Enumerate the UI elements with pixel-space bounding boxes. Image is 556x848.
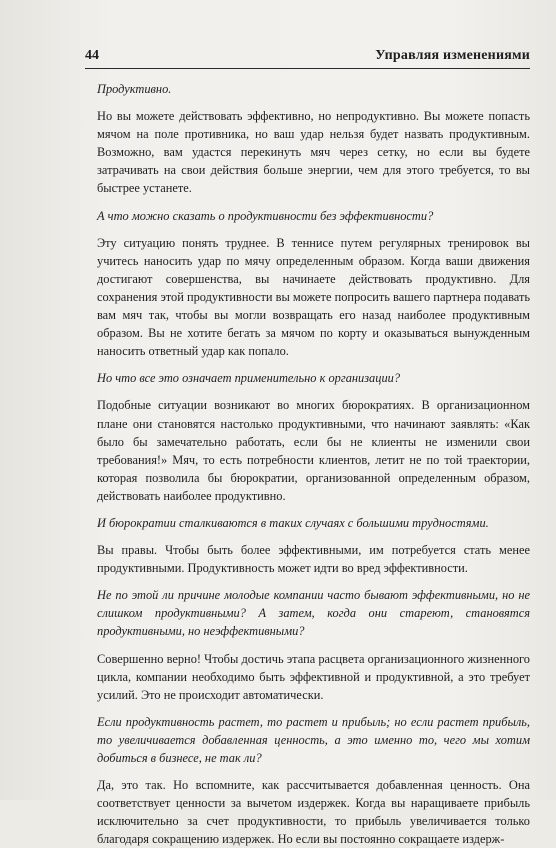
question-paragraph: Но что все это означает применительно к организации?	[97, 371, 401, 386]
question-paragraph: Продуктивно.	[97, 82, 172, 96]
answer-paragraph: Но вы можете действовать эффективно, но непродуктивно. Вы можете попасть мячом на поле противника, но ваш удар нельзя будет назвать продуктивным. Возможно, вам удастся перекинуть мяч через сетку, но если вы будете затрачивать на свои действия больше энергии, чем для этого требуется, то вы быстрее устанете.	[97, 109, 530, 196]
page-number: 44	[85, 48, 99, 63]
answer-paragraph: Вы правы. Чтобы быть более эффективными, им потребуется стать менее продуктивными. Продуктивность может идти во вред эффективности.	[97, 543, 530, 576]
answer-paragraph: Совершенно верно! Чтобы достичь этапа расцвета организационного жизненного цикла, компании необходимо быть эффективной и продуктивной, а это требует усилий. Это не происходит автоматически.	[97, 651, 530, 702]
answer-paragraph: Эту ситуацию понять труднее. В теннисе путем регулярных тренировок вы учитесь наносить удар по мячу определенным образом. Когда ваши движения достигают совершенства, вы начинаете действовать продуктивно. Для сохранения этой продуктивности вы можете попросить вашего партнера подавать вам мяч так, чтобы вы могли возвращать его назад наиболее продуктивным образом. Вы не хотите бегать за мячом по корту и оказываться вынужденным наносить ответный удар как попало.	[97, 235, 531, 359]
page-header	[85, 46, 530, 69]
question-paragraph: Не по этой ли причине молодые компании часто бывают эффективными, но не слишком продуктивными? А затем, когда они стареют, становятся продуктивными, но неэффективными?	[97, 588, 530, 639]
page-body	[97, 80, 530, 848]
question-paragraph: А что можно сказать о продуктивности без эффективности?	[97, 208, 434, 223]
question-paragraph: Если продуктивность растет, то растет и прибыль; но если растет прибыль, то увеличивается добавленная ценность, а это именно то, чего мы хотим добиться в бизнесе, не так ли?	[97, 714, 530, 765]
question-paragraph: И бюрократии сталкиваются в таких случаях с большими трудностями.	[97, 515, 489, 530]
answer-paragraph: Подобные ситуации возникают во многих бюрократиях. В организационном плане они становятся настолько продуктивными, что начинают заявлять: «Как было бы замечательно работать, если бы не клиенты не изменили свои требования!» Мяч, то есть потребности клиентов, летит не по той траектории, которая позволила бы бюрократии, организованной определенным образом, действовать наиболее продуктивно.	[97, 398, 530, 503]
answer-paragraph: Да, это так. Но вспомните, как рассчитывается добавленная ценность. Она соответствует ценности за вычетом издержек. Когда вы наращиваете прибыль исключительно за счет продуктивности, то прибыль увеличивается только благодаря сокращению издержек. Но если вы постоянно сокращаете издерж-	[97, 778, 530, 847]
running-title: Управляя изменениями	[375, 48, 530, 63]
